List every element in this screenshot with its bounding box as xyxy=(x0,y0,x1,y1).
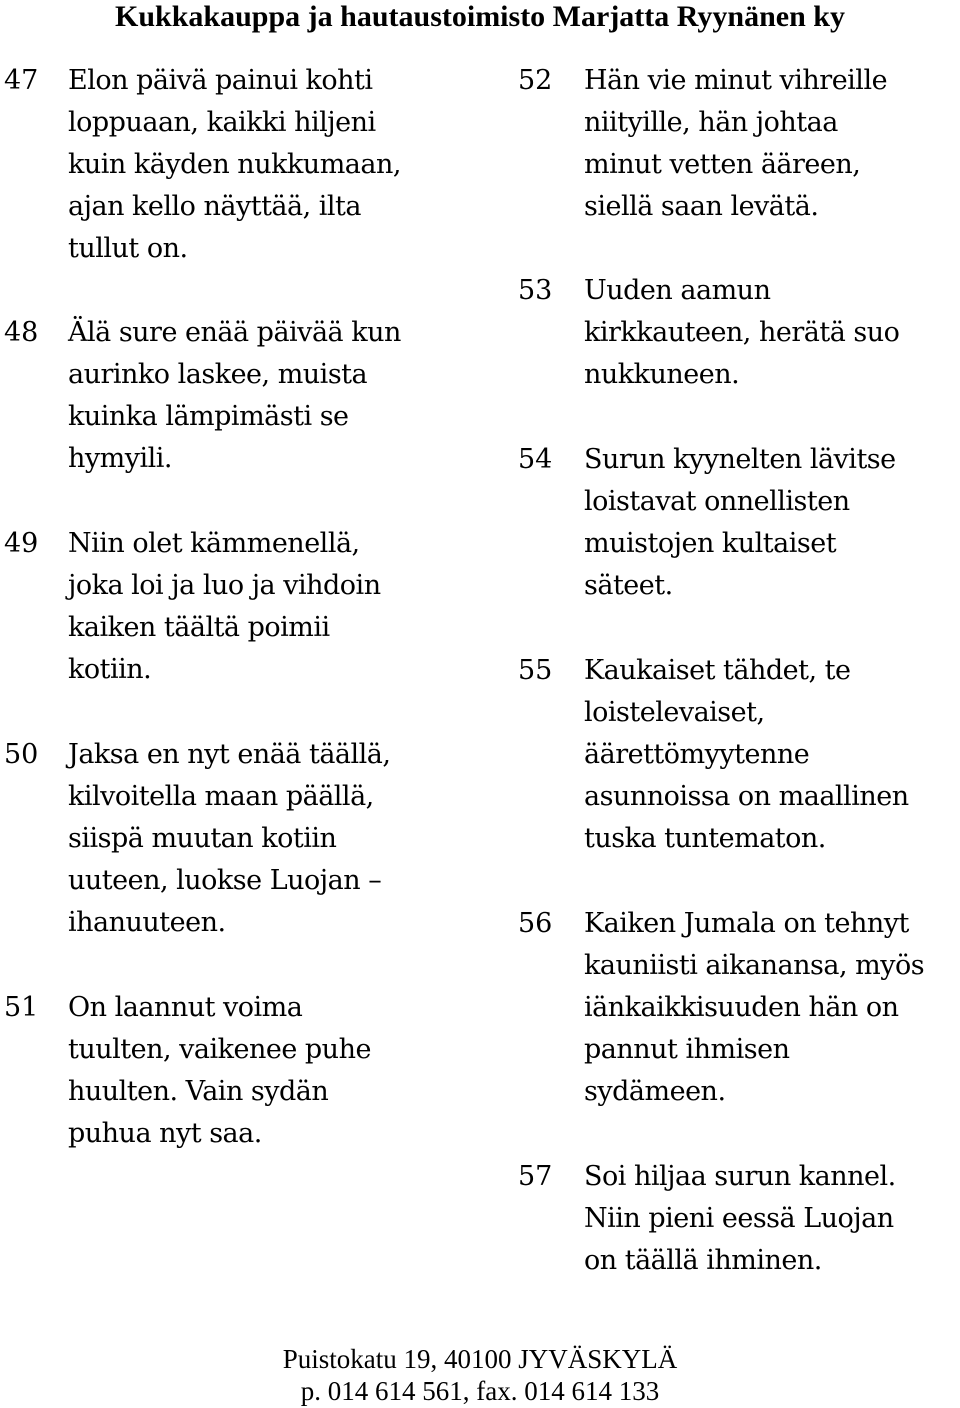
verse-text: Surun kyynelten lävitse loistavat onnellisten muistojen kultaiset säteet. xyxy=(584,444,896,601)
verse-text: Älä sure enää päivää kun aurinko laskee, muista kuinka lämpimästi se hymyili. xyxy=(68,317,401,474)
verse-number: 53 xyxy=(518,275,553,306)
footer-phone: p. 014 614 561, fax. 014 614 133 xyxy=(300,1376,660,1406)
verse-text: Kaiken Jumala on tehnyt kauniisti aikanansa, myös iänkaikkisuuden hän on pannut ihmisen sydämeen. xyxy=(584,908,925,1107)
verse-number: 55 xyxy=(518,655,553,686)
verse-number: 49 xyxy=(4,528,39,559)
verse-text: Niin olet kämmenellä, joka loi ja luo ja vihdoin kaiken täältä poimii kotiin. xyxy=(68,528,381,685)
verse-number: 51 xyxy=(4,992,39,1023)
verse-number: 56 xyxy=(518,908,553,939)
verse-text: On laannut voima tuulten, vaikenee puhe huulten. Vain sydän puhua nyt saa. xyxy=(68,992,371,1149)
verse-number: 54 xyxy=(518,444,553,475)
page-title: Kukkakauppa ja hautaustoimisto Marjatta Ryynänen ky xyxy=(115,0,845,33)
verse-number: 52 xyxy=(518,65,553,96)
verse-text: Soi hiljaa surun kannel. Niin pieni eessä Luojan on täällä ihminen. xyxy=(584,1161,896,1276)
verse-text: Kaukaiset tähdet, te loistelevaiset, äärettömyytenne asunnoissa on maallinen tuska tuntematon. xyxy=(584,655,909,854)
verse-number: 48 xyxy=(4,317,39,348)
verse-text: Elon päivä painui kohti loppuaan, kaikki hiljeni kuin käyden nukkumaan, ajan kello näyttää, ilta tullut on. xyxy=(68,65,401,264)
verse-text: Uuden aamun kirkkauteen, herätä suo nukkuneen. xyxy=(584,275,900,390)
verse-number: 47 xyxy=(4,65,39,96)
verse-number: 50 xyxy=(4,739,39,770)
verse-text: Jaksa en nyt enää täällä, kilvoitella maan päällä, siispä muutan kotiin uuteen, luokse Luojan – ihanuuteen. xyxy=(68,739,391,938)
verse-number: 57 xyxy=(518,1161,553,1192)
footer-address: Puistokatu 19, 40100 JYVÄSKYLÄ xyxy=(282,1344,678,1374)
verse-text: Hän vie minut vihreille niityille, hän johtaa minut vetten ääreen, siellä saan levätä. xyxy=(584,65,888,222)
